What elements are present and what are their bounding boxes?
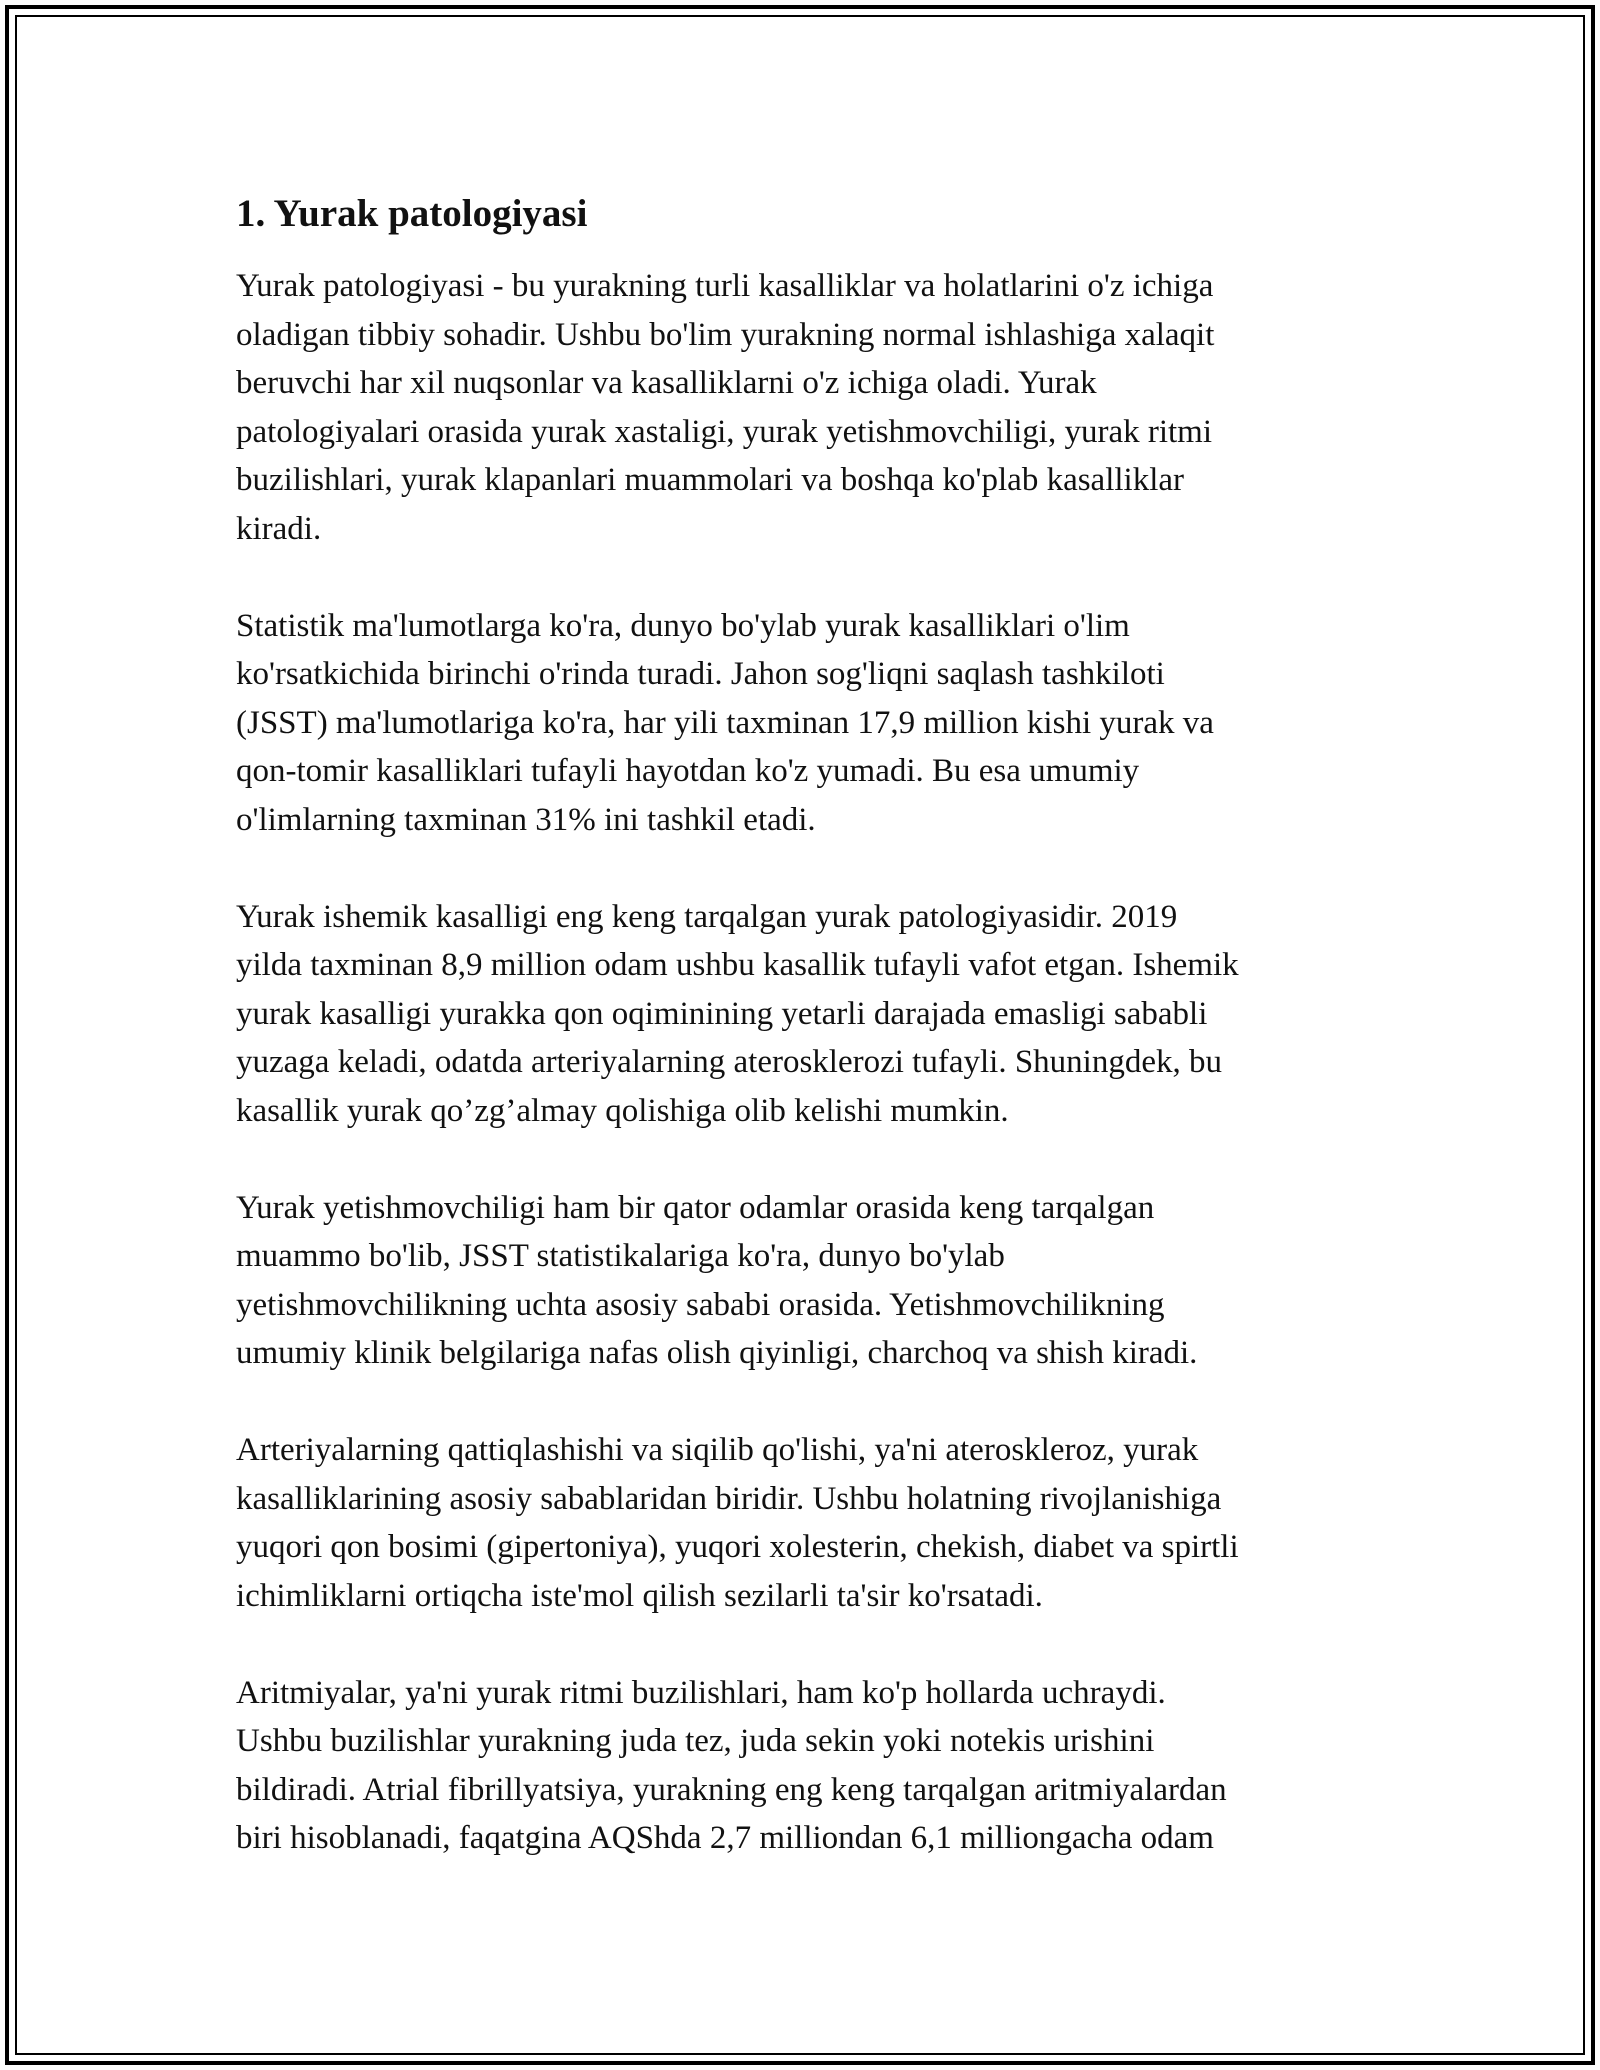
paragraph-line: buzilishlari, yurak klapanlari muammolari va boshqa ko'plab kasalliklar [236,462,1185,498]
paragraph-line: yetishmovchilikning uchta asosiy sababi orasida. Yetishmovchilikning [236,1286,1165,1323]
paragraph-line: yuzaga keladi, odatda arteriyalarning aterosklerozi tufayli. Shuningdek, bu [236,1044,1222,1080]
paragraph-line: ko'rsatkichida birinchi o'rinda turadi. Jahon sog'liqni saqlash tashkiloti [236,656,1165,692]
paragraph-line: (JSST) ma'lumotlariga ko'ra, har yili taxminan 17,9 million kishi yurak va [236,704,1214,741]
paragraph-line: Yurak ishemik kasalligi eng keng tarqalgan yurak patologiyasidir. 2019 [236,898,1178,935]
paragraph-line: patologiyalari orasida yurak xastaligi, yurak yetishmovchiligi, yurak ritmi [236,413,1213,450]
paragraph-line: Yurak patologiyasi - bu yurakning turli kasalliklar va holatlarini o'z ichiga [236,268,1214,304]
paragraph-line: yurak kasalligi yurakka qon oqiminining yetarli darajada emasligi sababli [236,995,1208,1032]
paragraph-line: kasallik yurak qo’zg’almay qolishiga olib kelishi mumkin. [236,1092,1009,1129]
paragraph-line: Statistik ma'lumotlarga ko'ra, dunyo bo'ylab yurak kasalliklari o'lim [236,607,1130,644]
paragraph-line: bildiradi. Atrial fibrillyatsiya, yurakning eng keng tarqalgan aritmiyalardan [236,1771,1227,1808]
paragraph-line: ichimliklarni ortiqcha iste'mol qilish sezilarli ta'sir ko'rsatadi. [236,1577,1043,1614]
paragraph-line: yuqori qon bosimi (gipertoniya), yuqori xolesterin, chekish, diabet va spirtli [236,1529,1239,1565]
paragraph-line: Ushbu buzilishlar yurakning juda tez, juda sekin yoki notekis urishini [236,1723,1155,1759]
paragraph-list [236,262,1366,1863]
paragraph [236,262,1366,553]
section-title: 1. Yurak patologiyasi [236,192,588,235]
paragraph-line: Arteriyalarning qattiqlashishi va siqilib qo'lishi, ya'ni ateroskleroz, yurak [236,1432,1199,1468]
paragraph-line: beruvchi har xil nuqsonlar va kasalliklarni o'z ichiga oladi. Yurak [236,365,1097,401]
paragraph-line: biri hisoblanadi, faqatgina AQShda 2,7 milliondan 6,1 milliongacha odam [236,1820,1214,1856]
paragraph [236,602,1366,845]
paragraph [236,1669,1366,1863]
paragraph-line: kiradi. [236,510,322,547]
paragraph-line: Yurak yetishmovchiligi ham bir qator odamlar orasida keng tarqalgan [236,1189,1155,1226]
paragraph-line: muammo bo'lib, JSST statistikalariga ko'ra, dunyo bo'ylab [236,1238,1005,1274]
paragraph-line: kasalliklarining asosiy sabablaridan biridir. Ushbu holatning rivojlanishiga [236,1480,1222,1517]
paragraph [236,1184,1366,1378]
paragraph-line: oladigan tibbiy sohadir. Ushbu bo'lim yurakning normal ishlashiga xalaqit [236,316,1215,353]
paragraph-line: umumiy klinik belgilariga nafas olish qiyinligi, charchoq va shish kiradi. [236,1335,1198,1371]
paragraph [236,893,1366,1136]
document-body [236,188,1366,1911]
paragraph-line: qon-tomir kasalliklari tufayli hayotdan ko'z yumadi. Bu esa umumiy [236,753,1140,789]
paragraph-line: yilda taxminan 8,9 million odam ushbu kasallik tufayli vafot etgan. Ishemik [236,947,1239,983]
paragraph [236,1426,1366,1620]
paragraph-line: o'limlarning taxminan 31% ini tashkil etadi. [236,801,816,838]
paragraph-line: Aritmiyalar, ya'ni yurak ritmi buzilishlari, ham ko'p hollarda uchraydi. [236,1674,1166,1711]
